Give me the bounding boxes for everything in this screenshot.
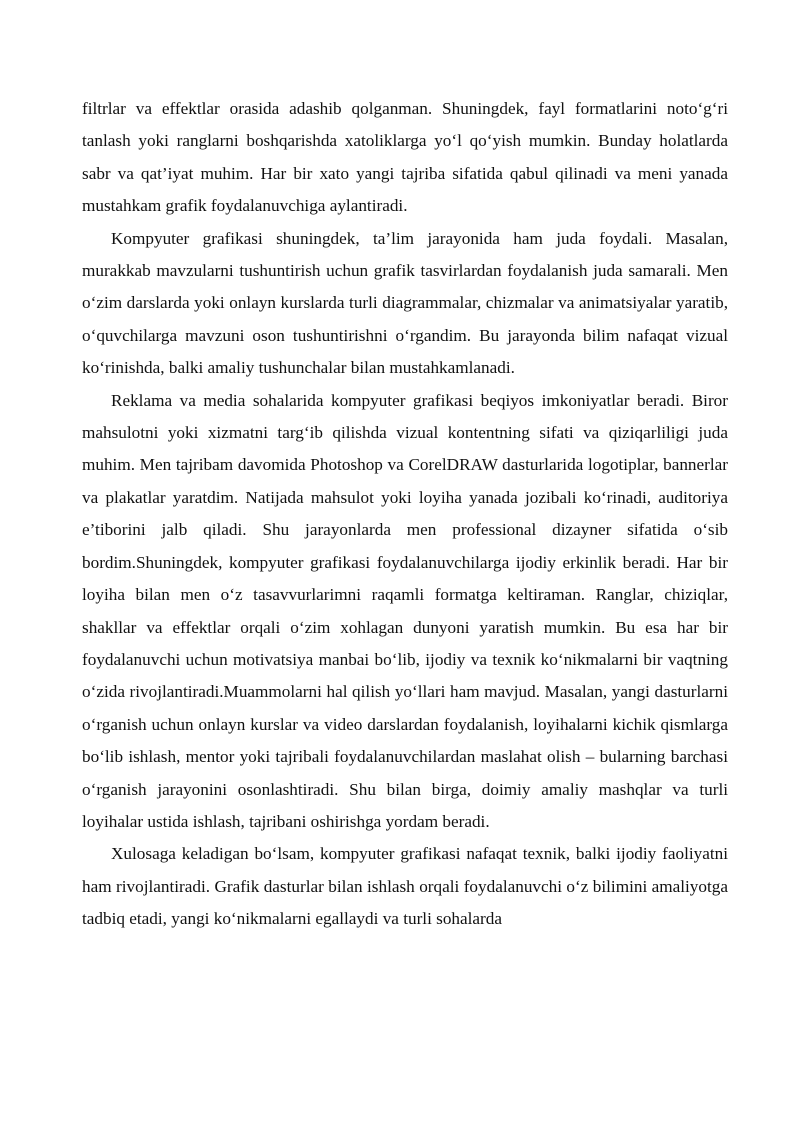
paragraph-advertising: Reklama va media sohalarida kompyuter grafikasi beqiyos imkoniyatlar beradi. Biror mahsulotni yoki xizmatni targ‘ib qilishda vizual kontentning sifati va qiziqarliligi juda muhim. Men tajribam davomida Photoshop va CorelDRAW dasturlarida logotiplar, bannerlar va plakatlar yaratdim. Natijada mahsulot yoki loyiha yanada jozibali ko‘rinadi, auditoriya e’tiborini jalb qiladi. Shu jarayonlarda men professional dizayner sifatida o‘sib bordim.Shuningdek, kompyuter grafikasi foydalanuvchilarga ijodiy erkinlik beradi. Har bir loyiha bilan men o‘z tasavvurlarimni raqamli formatga keltiraman. Ranglar, chiziqlar, shakllar va effektlar orqali o‘zim xohlagan dunyoni yaratish mumkin. Bu esa har bir foydalanuvchi uchun motivatsiya manbai bo‘lib, ijodiy va texnik ko‘nikmalarni bir vaqtning o‘zida rivojlantiradi.Muammolarni hal qilish yo‘llari ham mavjud. Masalan, yangi dasturlarni o‘rganish uchun onlayn kurslar va video darslardan foydalanish, loyihalarni kichik qismlarga bo‘lib ishlash, mentor yoki tajribali foydalanuvchilardan maslahat olish – bularning barchasi o‘rganish jarayonini osonlashtiradi. Shu bilan birga, doimiy amaliy mashqlar va turli loyihalar ustida ishlash, tajribani oshirishga yordam beradi.: [82, 390, 728, 831]
paragraph-conclusion: Xulosaga keladigan bo‘lsam, kompyuter grafikasi nafaqat texnik, balki ijodiy faoliyatni ham rivojlantiradi. Grafik dasturlar bilan ishlash orqali foydalanuvchi o‘z bilimini amaliyotga tadbiq etadi, yangi ko‘nikmalarni egallaydi va turli sohalarda: [82, 844, 728, 929]
paragraph-continuation: filtrlar va effektlar orasida adashib qolganman. Shuningdek, fayl formatlarini noto‘g‘ri tanlash yoki ranglarni boshqarishda xatoliklarga yo‘l qo‘yish mumkin. Bunday holatlarda sabr va qat’iyat muhim. Har bir xato yangi tajriba sifatida qabul qilinadi va meni yanada mustahkam grafik foydalanuvchiga aylantiradi.: [82, 99, 728, 216]
document-page: [82, 93, 728, 936]
paragraph-education: Kompyuter grafikasi shuningdek, ta’lim jarayonida ham juda foydali. Masalan, murakkab mavzularni tushuntirish uchun grafik tasvirlardan foydalanish juda samarali. Men o‘zim darslarda yoki onlayn kurslarda turli diagrammalar, chizmalar va animatsiyalar yaratib, o‘quvchilarga mavzuni oson tushuntirishni o‘rgandim. Bu jarayonda bilim nafaqat vizual ko‘rinishda, balki amaliy tushunchalar bilan mustahkamlanadi.: [82, 228, 728, 378]
